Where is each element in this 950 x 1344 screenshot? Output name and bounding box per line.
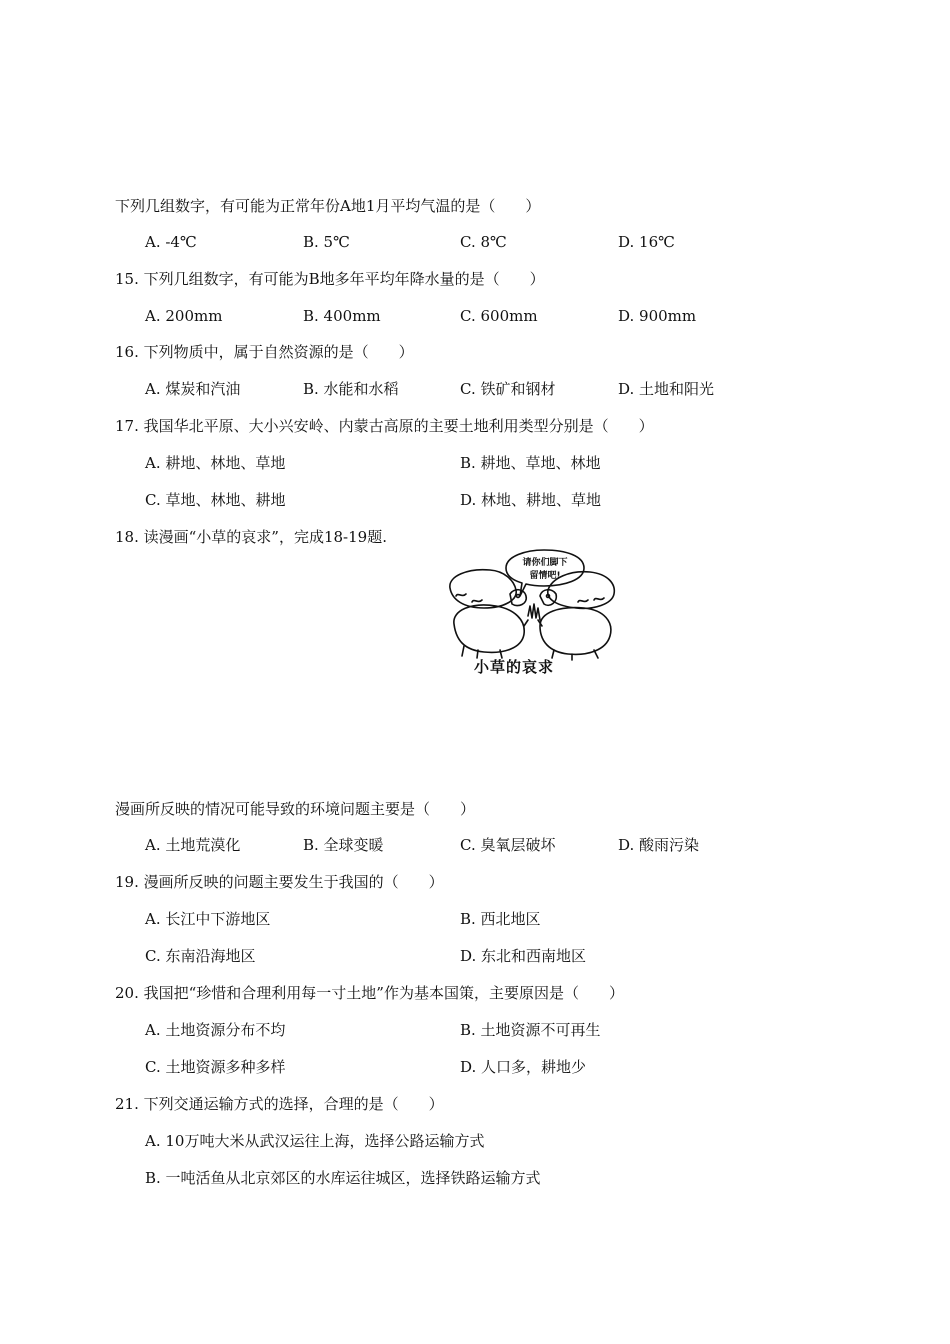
q20-option-a: A. 土地资源分布不均 <box>145 1021 286 1039</box>
q17-option-a: A. 耕地、林地、草地 <box>145 454 286 472</box>
question-18-stem: 18. 读漫画“小草的哀求”，完成18-19题. <box>115 528 387 546</box>
q16-option-d: D. 土地和阳光 <box>618 380 715 398</box>
q17-option-b: B. 耕地、草地、林地 <box>460 454 601 472</box>
q16-option-a: A. 煤炭和汽油 <box>145 380 241 398</box>
q20-option-d: D. 人口多，耕地少 <box>460 1058 587 1076</box>
q17-option-d: D. 林地、耕地、草地 <box>460 491 602 509</box>
question-18-sub-stem: 漫画所反映的情况可能导致的环境问题主要是（ ） <box>115 800 476 818</box>
q18-option-c: C. 臭氧层破坏 <box>460 836 556 854</box>
q16-option-b: B. 水能和水稻 <box>303 380 399 398</box>
q19-option-a: A. 长江中下游地区 <box>145 910 271 928</box>
q14-option-a: A. -4℃ <box>145 233 197 251</box>
q15-option-d: D. 900mm <box>618 307 697 325</box>
q14-option-b: B. 5℃ <box>303 233 350 251</box>
q20-option-b: B. 土地资源不可再生 <box>460 1021 601 1039</box>
question-21-stem: 21. 下列交通运输方式的选择，合理的是（ ） <box>115 1095 444 1113</box>
question-15-stem: 15. 下列几组数字，有可能为B地多年平均年降水量的是（ ） <box>115 270 545 288</box>
bubble-text-line1: 请你们脚下 <box>522 558 568 568</box>
q19-option-c: C. 东南沿海地区 <box>145 947 256 965</box>
q19-option-d: D. 东北和西南地区 <box>460 947 587 965</box>
q14-option-d: D. 16℃ <box>618 233 675 251</box>
q15-option-b: B. 400mm <box>303 307 381 325</box>
q19-option-b: B. 西北地区 <box>460 910 541 928</box>
question-14-stem: 下列几组数字，有可能为正常年份A地1月平均气温的是（ ） <box>115 197 541 215</box>
question-17-stem: 17. 我国华北平原、大小兴安岭、内蒙古高原的主要土地利用类型分别是（ ） <box>115 417 654 435</box>
q15-option-a: A. 200mm <box>145 307 223 325</box>
q18-option-d: D. 酸雨污染 <box>618 836 700 854</box>
q18-option-a: A. 土地荒漠化 <box>145 836 241 854</box>
q18-option-b: B. 全球变暖 <box>303 836 384 854</box>
q14-option-c: C. 8℃ <box>460 233 507 251</box>
q17-option-c: C. 草地、林地、耕地 <box>145 491 286 509</box>
question-20-stem: 20. 我国把“珍惜和合理利用每一寸土地”作为基本国策，主要原因是（ ） <box>115 984 624 1002</box>
q21-option-a: A. 10万吨大米从武汉运往上海，选择公路运输方式 <box>145 1132 485 1150</box>
q15-option-c: C. 600mm <box>460 307 538 325</box>
question-19-stem: 19. 漫画所反映的问题主要发生于我国的（ ） <box>115 873 444 891</box>
q20-option-c: C. 土地资源多种多样 <box>145 1058 286 1076</box>
q16-option-c: C. 铁矿和钢材 <box>460 380 556 398</box>
q21-option-b: B. 一吨活鱼从北京郊区的水库运往城区，选择铁路运输方式 <box>145 1169 541 1187</box>
bubble-text-line2: 留情吧! <box>529 571 561 581</box>
question-16-stem: 16. 下列物质中，属于自然资源的是（ ） <box>115 343 414 361</box>
cartoon-caption: 小草的哀求 <box>474 658 555 676</box>
